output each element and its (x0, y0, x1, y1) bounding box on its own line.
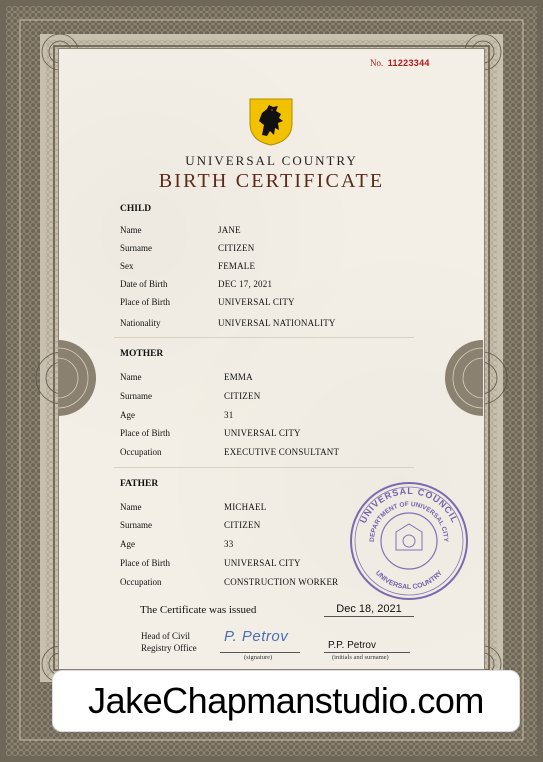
mother-surname-value: CITIZEN (224, 391, 261, 401)
child-pob-label: Place of Birth (120, 297, 170, 307)
mother-pob-value: UNIVERSAL CITY (224, 428, 301, 438)
father-occupation-value: CONSTRUCTION WORKER (224, 577, 339, 587)
serial-value: 11223344 (387, 58, 430, 68)
document-title: BIRTH CERTIFICATE (158, 170, 385, 192)
name-line (324, 652, 410, 653)
registry-label-line2: Registry Office (141, 643, 197, 653)
watermark-banner: JakeChapmanstudio.com (52, 670, 520, 732)
father-occupation-label: Occupation (120, 577, 162, 587)
seal-inner-text: DEPARTMENT OF UNIVERSAL CITY (368, 500, 450, 543)
father-age-label: Age (120, 539, 135, 549)
left-rosette (58, 340, 98, 416)
mother-occupation-label: Occupation (120, 447, 162, 457)
mother-surname-label: Surname (120, 391, 152, 401)
mother-occupation-value: EXECUTIVE CONSULTANT (224, 447, 340, 457)
signature: P. Petrov (224, 628, 289, 645)
signature-line (220, 652, 300, 653)
seal-bottom-text: UNIVERSAL COUNTRY (373, 569, 445, 592)
child-pob-value: UNIVERSAL CITY (218, 297, 295, 307)
registrar-name-caption: (initials and surname) (332, 654, 389, 661)
child-sex-value: FEMALE (218, 261, 256, 271)
child-dob-value: DEC 17, 2021 (218, 279, 273, 289)
father-surname-value: CITIZEN (224, 520, 261, 530)
divider (114, 467, 414, 468)
divider (114, 337, 414, 338)
child-name-value: JANE (218, 225, 241, 235)
registry-label (141, 630, 197, 654)
seal-outer-text: UNIVERSAL COUNCIL (357, 485, 461, 525)
signature-caption: (signature) (244, 654, 273, 661)
father-pob-value: UNIVERSAL CITY (224, 558, 301, 568)
child-surname-label: Surname (120, 243, 152, 253)
mother-name-label: Name (120, 372, 142, 382)
registrar-name: P.P. Petrov (328, 640, 376, 651)
father-pob-label: Place of Birth (120, 558, 170, 568)
mother-heading: MOTHER (120, 349, 164, 359)
child-surname-value: CITIZEN (218, 243, 255, 253)
child-dob-label: Date of Birth (120, 279, 168, 289)
child-nationality-value: UNIVERSAL NATIONALITY (218, 318, 336, 328)
country-name: UNIVERSAL COUNTRY (185, 153, 358, 168)
issued-label: The Certificate was issued (140, 604, 257, 616)
serial-prefix: No. (370, 58, 384, 68)
right-rosette (443, 340, 483, 416)
father-age-value: 33 (224, 539, 234, 549)
father-surname-label: Surname (120, 520, 152, 530)
mother-age-value: 31 (224, 410, 234, 420)
official-seal-stamp (348, 480, 470, 602)
child-nationality-label: Nationality (120, 318, 161, 328)
child-sex-label: Sex (120, 261, 134, 271)
issued-date: Dec 18, 2021 (324, 603, 414, 617)
serial-number (370, 58, 430, 68)
registry-label-line1: Head of Civil (141, 631, 190, 641)
coat-of-arms-icon (248, 97, 294, 147)
mother-name-value: EMMA (224, 372, 253, 382)
father-name-value: MICHAEL (224, 502, 267, 512)
child-name-label: Name (120, 225, 142, 235)
svg-text:UNIVERSAL COUNTRY (374, 569, 444, 591)
child-heading: CHILD (120, 204, 152, 214)
father-name-label: Name (120, 502, 142, 512)
mother-pob-label: Place of Birth (120, 428, 170, 438)
mother-age-label: Age (120, 410, 135, 420)
father-heading: FATHER (120, 479, 159, 489)
